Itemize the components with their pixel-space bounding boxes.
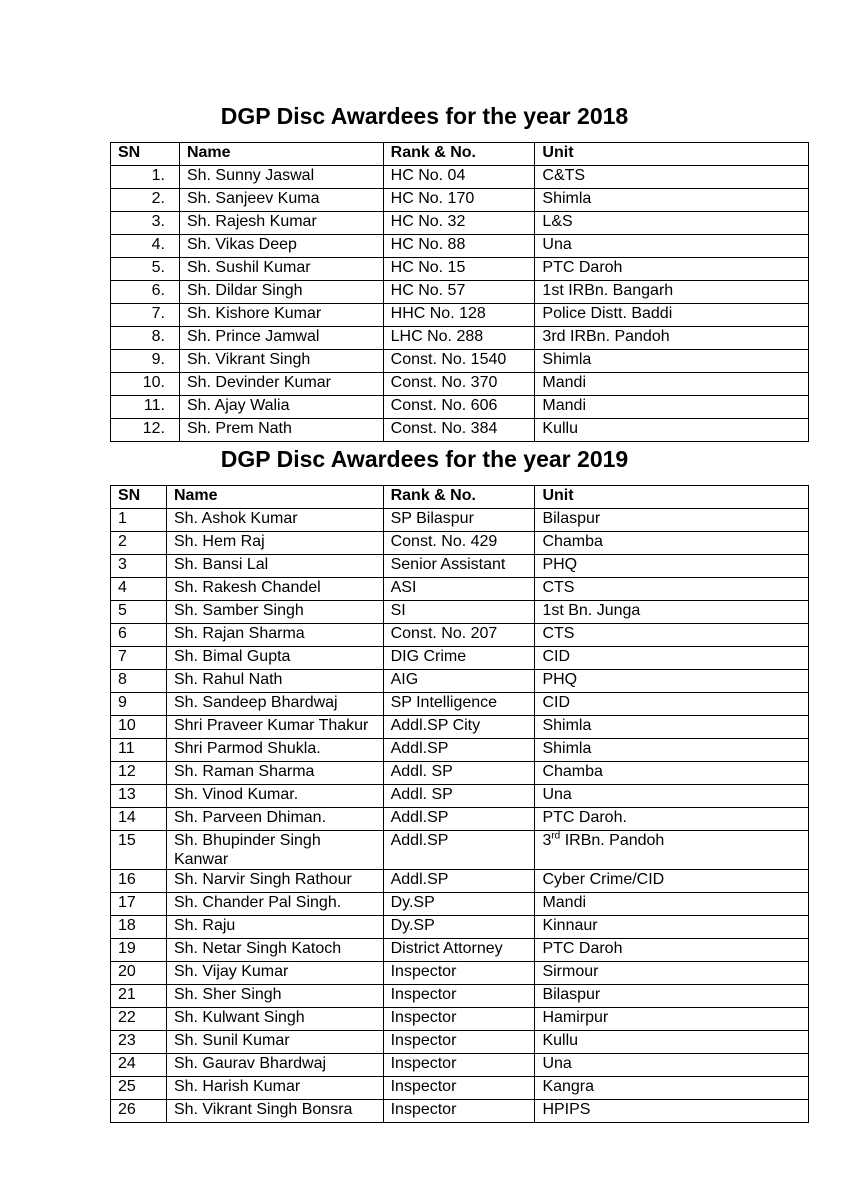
cell-sn: 9: [111, 693, 167, 716]
cell-rank: Const. No. 207: [383, 624, 535, 647]
table-row: [111, 258, 809, 281]
cell-rank: ASI: [383, 578, 535, 601]
table-row: [111, 578, 809, 601]
cell-unit: PTC Daroh: [535, 258, 809, 281]
table-row: [111, 962, 809, 985]
title-2018: DGP Disc Awardees for the year 2018: [220, 103, 629, 129]
table-row: [111, 893, 809, 916]
cell-sn: 6: [111, 624, 167, 647]
cell-name: Sh. Rajesh Kumar: [179, 212, 383, 235]
awardees-table-2018: [110, 142, 809, 442]
cell-sn: 3.: [111, 212, 180, 235]
cell-sn: 1: [111, 509, 167, 532]
table-row: [111, 808, 809, 831]
cell-sn: 19: [111, 939, 167, 962]
cell-sn: 2.: [111, 189, 180, 212]
cell-unit: Shimla: [535, 350, 809, 373]
table-row: [111, 555, 809, 578]
cell-rank: Addl. SP: [383, 785, 535, 808]
table-row: [111, 831, 809, 870]
cell-name: Sh. Raju: [166, 916, 383, 939]
cell-sn: 7.: [111, 304, 180, 327]
cell-rank: Inspector: [383, 1031, 535, 1054]
cell-sn: 24: [111, 1054, 167, 1077]
cell-name: Sh. Sher Singh: [166, 985, 383, 1008]
header-name: Name: [179, 143, 383, 166]
cell-rank: Const. No. 1540: [383, 350, 535, 373]
table-row: [111, 396, 809, 419]
table-header-row: [111, 143, 809, 166]
cell-sn: 4: [111, 578, 167, 601]
cell-unit: L&S: [535, 212, 809, 235]
cell-sn: 5: [111, 601, 167, 624]
table-row: [111, 939, 809, 962]
cell-name: Sh. Bhupinder Singh Kanwar: [166, 831, 383, 870]
table-row: [111, 670, 809, 693]
cell-rank: Inspector: [383, 1008, 535, 1031]
cell-rank: SI: [383, 601, 535, 624]
cell-name: Sh. Dildar Singh: [179, 281, 383, 304]
table-row: [111, 350, 809, 373]
header-rank: Rank & No.: [383, 486, 535, 509]
cell-unit: Cyber Crime/CID: [535, 870, 809, 893]
cell-sn: 11: [111, 739, 167, 762]
table-row: [111, 373, 809, 396]
cell-unit: CTS: [535, 624, 809, 647]
cell-unit: 1st Bn. Junga: [535, 601, 809, 624]
cell-rank: Dy.SP: [383, 916, 535, 939]
header-name: Name: [166, 486, 383, 509]
cell-name: Sh. Vijay Kumar: [166, 962, 383, 985]
table-row: [111, 762, 809, 785]
cell-sn: 1.: [111, 166, 180, 189]
cell-sn: 12: [111, 762, 167, 785]
cell-rank: SP Intelligence: [383, 693, 535, 716]
cell-unit: CID: [535, 693, 809, 716]
cell-name: Sh. Narvir Singh Rathour: [166, 870, 383, 893]
cell-unit: PTC Daroh: [535, 939, 809, 962]
cell-unit: Shimla: [535, 189, 809, 212]
table-row: [111, 716, 809, 739]
cell-name: Sh. Rakesh Chandel: [166, 578, 383, 601]
cell-unit: HPIPS: [535, 1100, 809, 1123]
cell-rank: DIG Crime: [383, 647, 535, 670]
cell-sn: 21: [111, 985, 167, 1008]
cell-unit: Chamba: [535, 532, 809, 555]
table-header-row: [111, 486, 809, 509]
cell-name: Sh. Netar Singh Katoch: [166, 939, 383, 962]
cell-sn: 13: [111, 785, 167, 808]
cell-name: Shri Parmod Shukla.: [166, 739, 383, 762]
cell-unit: Mandi: [535, 893, 809, 916]
cell-sn: 6.: [111, 281, 180, 304]
cell-sn: 26: [111, 1100, 167, 1123]
cell-name: Sh. Parveen Dhiman.: [166, 808, 383, 831]
table-row: [111, 601, 809, 624]
cell-unit: Una: [535, 785, 809, 808]
cell-name: Sh. Ajay Walia: [179, 396, 383, 419]
cell-sn: 11.: [111, 396, 180, 419]
cell-sn: 15: [111, 831, 167, 870]
table-row: [111, 212, 809, 235]
cell-sn: 2: [111, 532, 167, 555]
cell-name: Sh. Vikrant Singh Bonsra: [166, 1100, 383, 1123]
cell-rank: Const. No. 370: [383, 373, 535, 396]
cell-sn: 8.: [111, 327, 180, 350]
cell-unit: PHQ: [535, 555, 809, 578]
header-sn: SN: [111, 143, 180, 166]
cell-unit: Una: [535, 1054, 809, 1077]
cell-rank: Addl.SP: [383, 808, 535, 831]
cell-sn: 7: [111, 647, 167, 670]
table-row: [111, 304, 809, 327]
awardees-table-2019: [110, 485, 809, 1123]
cell-name: Sh. Devinder Kumar: [179, 373, 383, 396]
header-rank: Rank & No.: [383, 143, 535, 166]
cell-sn: 16: [111, 870, 167, 893]
cell-sn: 4.: [111, 235, 180, 258]
cell-unit: Kangra: [535, 1077, 809, 1100]
cell-name: Sh. Harish Kumar: [166, 1077, 383, 1100]
cell-rank: SP Bilaspur: [383, 509, 535, 532]
cell-unit: CID: [535, 647, 809, 670]
cell-name: Sh. Hem Raj: [166, 532, 383, 555]
cell-unit: Bilaspur: [535, 509, 809, 532]
table-row: [111, 624, 809, 647]
header-sn: SN: [111, 486, 167, 509]
cell-name: Sh. Sushil Kumar: [179, 258, 383, 281]
cell-unit: 1st IRBn. Bangarh: [535, 281, 809, 304]
cell-rank: Addl.SP: [383, 870, 535, 893]
cell-name: Sh. Rahul Nath: [166, 670, 383, 693]
cell-sn: 14: [111, 808, 167, 831]
cell-name: Sh. Ashok Kumar: [166, 509, 383, 532]
cell-name: Sh. Prem Nath: [179, 419, 383, 442]
table-row: [111, 532, 809, 555]
cell-sn: 8: [111, 670, 167, 693]
cell-sn: 18: [111, 916, 167, 939]
table-row: [111, 235, 809, 258]
cell-rank: LHC No. 288: [383, 327, 535, 350]
cell-unit: Mandi: [535, 396, 809, 419]
cell-name: Sh. Prince Jamwal: [179, 327, 383, 350]
cell-name: Sh. Sanjeev Kuma: [179, 189, 383, 212]
cell-rank: Addl.SP: [383, 739, 535, 762]
table-row: [111, 166, 809, 189]
cell-rank: Senior Assistant: [383, 555, 535, 578]
cell-sn: 10: [111, 716, 167, 739]
cell-unit: PHQ: [535, 670, 809, 693]
cell-rank: HC No. 32: [383, 212, 535, 235]
table-row: [111, 739, 809, 762]
cell-name: Sh. Bimal Gupta: [166, 647, 383, 670]
cell-rank: Const. No. 429: [383, 532, 535, 555]
cell-rank: Inspector: [383, 1077, 535, 1100]
table-row: [111, 870, 809, 893]
cell-unit: Chamba: [535, 762, 809, 785]
header-unit: Unit: [535, 486, 809, 509]
cell-rank: Dy.SP: [383, 893, 535, 916]
table-row: [111, 1077, 809, 1100]
cell-name: Sh. Vikrant Singh: [179, 350, 383, 373]
cell-name: Shri Praveer Kumar Thakur: [166, 716, 383, 739]
header-unit: Unit: [535, 143, 809, 166]
cell-unit: Mandi: [535, 373, 809, 396]
cell-name: Sh. Samber Singh: [166, 601, 383, 624]
cell-rank: Addl. SP: [383, 762, 535, 785]
cell-rank: Const. No. 606: [383, 396, 535, 419]
cell-rank: HC No. 57: [383, 281, 535, 304]
cell-unit: Una: [535, 235, 809, 258]
cell-sn: 3: [111, 555, 167, 578]
cell-rank: Addl.SP City: [383, 716, 535, 739]
cell-name: Sh. Sandeep Bhardwaj: [166, 693, 383, 716]
cell-sn: 22: [111, 1008, 167, 1031]
table-row: [111, 647, 809, 670]
cell-rank: HC No. 170: [383, 189, 535, 212]
cell-name: Sh. Rajan Sharma: [166, 624, 383, 647]
cell-rank: Inspector: [383, 1054, 535, 1077]
cell-unit: PTC Daroh.: [535, 808, 809, 831]
cell-name: Sh. Vinod Kumar.: [166, 785, 383, 808]
cell-rank: Inspector: [383, 962, 535, 985]
cell-rank: District Attorney: [383, 939, 535, 962]
table-row: [111, 1054, 809, 1077]
table-row: [111, 916, 809, 939]
cell-sn: 5.: [111, 258, 180, 281]
cell-rank: Addl.SP: [383, 831, 535, 870]
cell-unit: 3rd IRBn. Pandoh: [535, 327, 809, 350]
cell-rank: AIG: [383, 670, 535, 693]
cell-rank: Inspector: [383, 985, 535, 1008]
cell-name: Sh. Chander Pal Singh.: [166, 893, 383, 916]
cell-name: Sh. Sunny Jaswal: [179, 166, 383, 189]
cell-name: Sh. Raman Sharma: [166, 762, 383, 785]
cell-unit: CTS: [535, 578, 809, 601]
cell-name: Sh. Bansi Lal: [166, 555, 383, 578]
cell-rank: HC No. 04: [383, 166, 535, 189]
table-row: [111, 509, 809, 532]
cell-name: Sh. Kishore Kumar: [179, 304, 383, 327]
table-row: [111, 1100, 809, 1123]
cell-rank: Inspector: [383, 1100, 535, 1123]
cell-sn: 23: [111, 1031, 167, 1054]
cell-unit: Bilaspur: [535, 985, 809, 1008]
table-row: [111, 327, 809, 350]
cell-unit: C&TS: [535, 166, 809, 189]
cell-rank: Const. No. 384: [383, 419, 535, 442]
cell-unit: 3rd IRBn. Pandoh: [535, 831, 809, 870]
cell-rank: HHC No. 128: [383, 304, 535, 327]
cell-unit: Sirmour: [535, 962, 809, 985]
table-row: [111, 1031, 809, 1054]
cell-rank: HC No. 15: [383, 258, 535, 281]
table-row: [111, 189, 809, 212]
cell-rank: HC No. 88: [383, 235, 535, 258]
table-row: [111, 1008, 809, 1031]
table-row: [111, 785, 809, 808]
cell-unit: Kullu: [535, 419, 809, 442]
cell-sn: 25: [111, 1077, 167, 1100]
cell-sn: 10.: [111, 373, 180, 396]
cell-unit: Shimla: [535, 716, 809, 739]
table-row: [111, 693, 809, 716]
cell-unit: Kinnaur: [535, 916, 809, 939]
cell-sn: 17: [111, 893, 167, 916]
cell-sn: 20: [111, 962, 167, 985]
cell-sn: 9.: [111, 350, 180, 373]
title-2019: DGP Disc Awardees for the year 2019: [220, 446, 629, 472]
table-row: [111, 419, 809, 442]
table-row: [111, 281, 809, 304]
table-row: [111, 985, 809, 1008]
cell-unit: Hamirpur: [535, 1008, 809, 1031]
cell-unit: Kullu: [535, 1031, 809, 1054]
cell-sn: 12.: [111, 419, 180, 442]
cell-unit: Shimla: [535, 739, 809, 762]
cell-name: Sh. Kulwant Singh: [166, 1008, 383, 1031]
cell-name: Sh. Sunil Kumar: [166, 1031, 383, 1054]
cell-name: Sh. Gaurav Bhardwaj: [166, 1054, 383, 1077]
cell-unit: Police Distt. Baddi: [535, 304, 809, 327]
cell-name: Sh. Vikas Deep: [179, 235, 383, 258]
